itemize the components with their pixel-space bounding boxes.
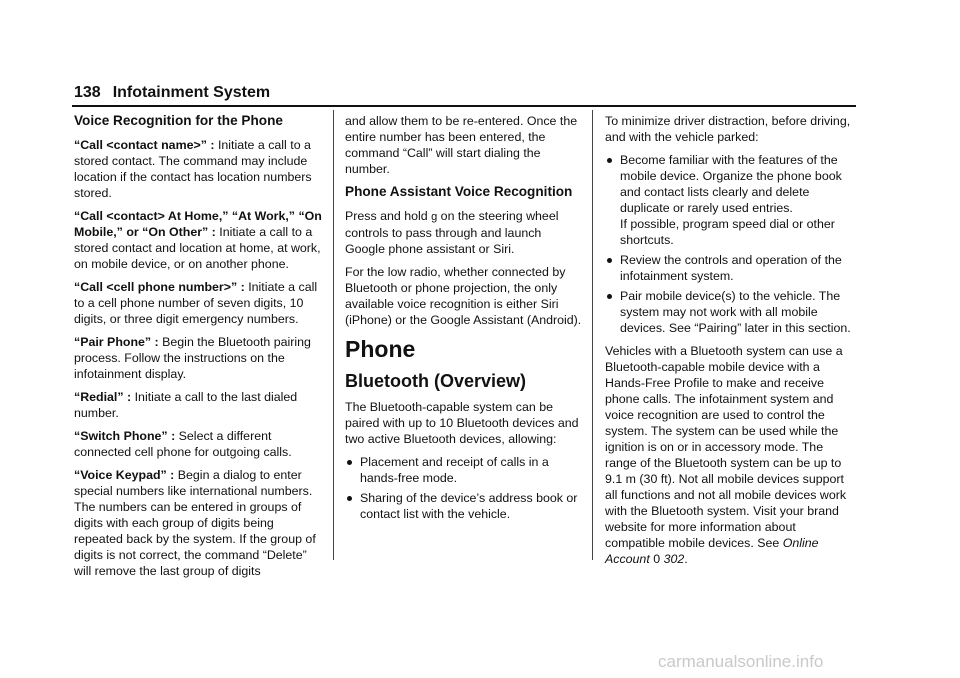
list-item-text: Placement and receipt of calls in a hands-free mode.: [360, 455, 549, 485]
bullet-icon: [347, 460, 352, 465]
assistant-text: Press and hold: [345, 209, 432, 223]
voice-recognition-heading: Voice Recognition for the Phone: [74, 113, 283, 128]
bullet-icon: [607, 294, 612, 299]
command-item: [74, 334, 326, 382]
column-divider-1: [333, 110, 334, 560]
command-item: [74, 137, 326, 201]
command-term: “Call <contact> At Home,” “At Work,” “On Mobile,” or “On Other” :: [74, 209, 322, 239]
command-term: “Redial” :: [74, 390, 132, 404]
command-desc: Select a different connected cell phone for outgoing calls.: [74, 429, 292, 459]
command-desc: Initiate a call to the last dialed number.: [74, 390, 298, 420]
distraction-tips-list: [605, 152, 855, 336]
phone-assistant-heading: Phone Assistant Voice Recognition: [345, 184, 573, 199]
bullet-icon: [607, 258, 612, 263]
command-desc: Begin a dialog to enter special numbers like international numbers. The numbers can be entered in groups of digits with each group of digits being repeated back by the system. If the group of digits is not correct, the command “Delete” will remove the last group of digits: [74, 468, 316, 578]
bluetooth-intro: The Bluetooth-capable system can be paired with up to 10 Bluetooth devices and two active Bluetooth devices, allowing:: [345, 400, 579, 446]
reference-page: 302: [663, 552, 685, 566]
command-item: [74, 389, 326, 421]
command-desc: Initiate a call to a cell phone number of seven digits, 10 digits, or three digit emergency numbers.: [74, 280, 318, 326]
page-reference-arrow-icon: 0: [653, 552, 661, 566]
phone-heading: Phone: [345, 336, 416, 362]
watermark: carmanualsonline.info: [658, 652, 824, 671]
bluetooth-capability-list: [345, 454, 583, 522]
command-desc: Begin the Bluetooth pairing process. Follow the instructions on the infotainment display.: [74, 335, 311, 381]
command-term: “Switch Phone” :: [74, 429, 176, 443]
assistant-paragraph-2: For the low radio, whether connected by Bluetooth or phone projection, the only available voice recognition is either Siri (iPhone) or the Google Assistant (Android).: [345, 265, 582, 327]
command-item: [74, 279, 326, 327]
bullet-icon: [347, 496, 352, 501]
list-item-text: Sharing of the device’s address book or contact list with the vehicle.: [360, 491, 578, 521]
column-2: [345, 113, 583, 529]
paragraph-end: .: [684, 552, 688, 566]
command-term: “Pair Phone” :: [74, 335, 159, 349]
command-desc: Initiate a call to a stored contact and location at home, at work, on mobile device, or on another phone.: [74, 225, 321, 271]
page-number: 138: [74, 84, 101, 101]
command-item: [74, 428, 326, 460]
list-item-subtext: If possible, program speed dial or other shortcuts.: [620, 217, 835, 247]
command-term: “Call <cell phone number>” :: [74, 280, 245, 294]
bullet-icon: [607, 158, 612, 163]
column-1: [74, 113, 326, 586]
command-item: [74, 467, 326, 579]
command-term: “Voice Keypad” :: [74, 468, 175, 482]
list-item-text: Pair mobile device(s) to the vehicle. The system may not work with all mobile devices. See “Pairing” later in this section.: [620, 289, 851, 335]
bluetooth-paragraph-text: Vehicles with a Bluetooth system can use a Bluetooth-capable mobile device with a Hands-Free Profile to make and receive phone calls. The infotainment system and voice recognition are used to control the system. The system can be used while the ignition is on or in accessory mode. The range of the Bluetooth system can be up to 9.1 m (30 ft). Not all mobile devices support all functions and not all mobile devices work with the Bluetooth system. Visit your brand website for more information about compatible mobile devices. See: [605, 344, 847, 550]
list-item: [605, 152, 855, 248]
bluetooth-paragraph: [605, 343, 855, 567]
section-title: Infotainment System: [112, 84, 271, 101]
assistant-paragraph-1: [345, 208, 583, 257]
bluetooth-overview-heading: Bluetooth (Overview): [345, 371, 527, 391]
list-item: [345, 454, 583, 486]
distraction-intro: To minimize driver distraction, before driving, and with the vehicle parked:: [605, 114, 851, 144]
list-item: [345, 490, 583, 522]
header-rule: [72, 105, 856, 107]
assistant-text: on the steering wheel controls to pass through and launch Google phone assistant or Siri.: [345, 209, 559, 256]
list-item-text: Become familiar with the features of the mobile device. Organize the phone book and contact lists clearly and delete duplicate or rarely used entries.: [620, 153, 842, 215]
command-item: [74, 208, 326, 272]
list-item: [605, 252, 855, 284]
list-item: [605, 288, 855, 336]
voice-recognition-icon: g: [431, 211, 438, 223]
page-header: [74, 84, 270, 102]
list-item-text: Review the controls and operation of the infotainment system.: [620, 253, 842, 283]
continuation-paragraph: and allow them to be re-entered. Once the entire number has been entered, the command “Call” will start dialing the number.: [345, 114, 578, 176]
command-term: “Call <contact name>” :: [74, 138, 215, 152]
column-3: [605, 113, 855, 574]
command-desc: Initiate a call to a stored contact. The command may include location if the contact has location numbers stored.: [74, 138, 312, 200]
reference-text: Online Account: [605, 536, 819, 566]
column-divider-2: [592, 110, 593, 560]
